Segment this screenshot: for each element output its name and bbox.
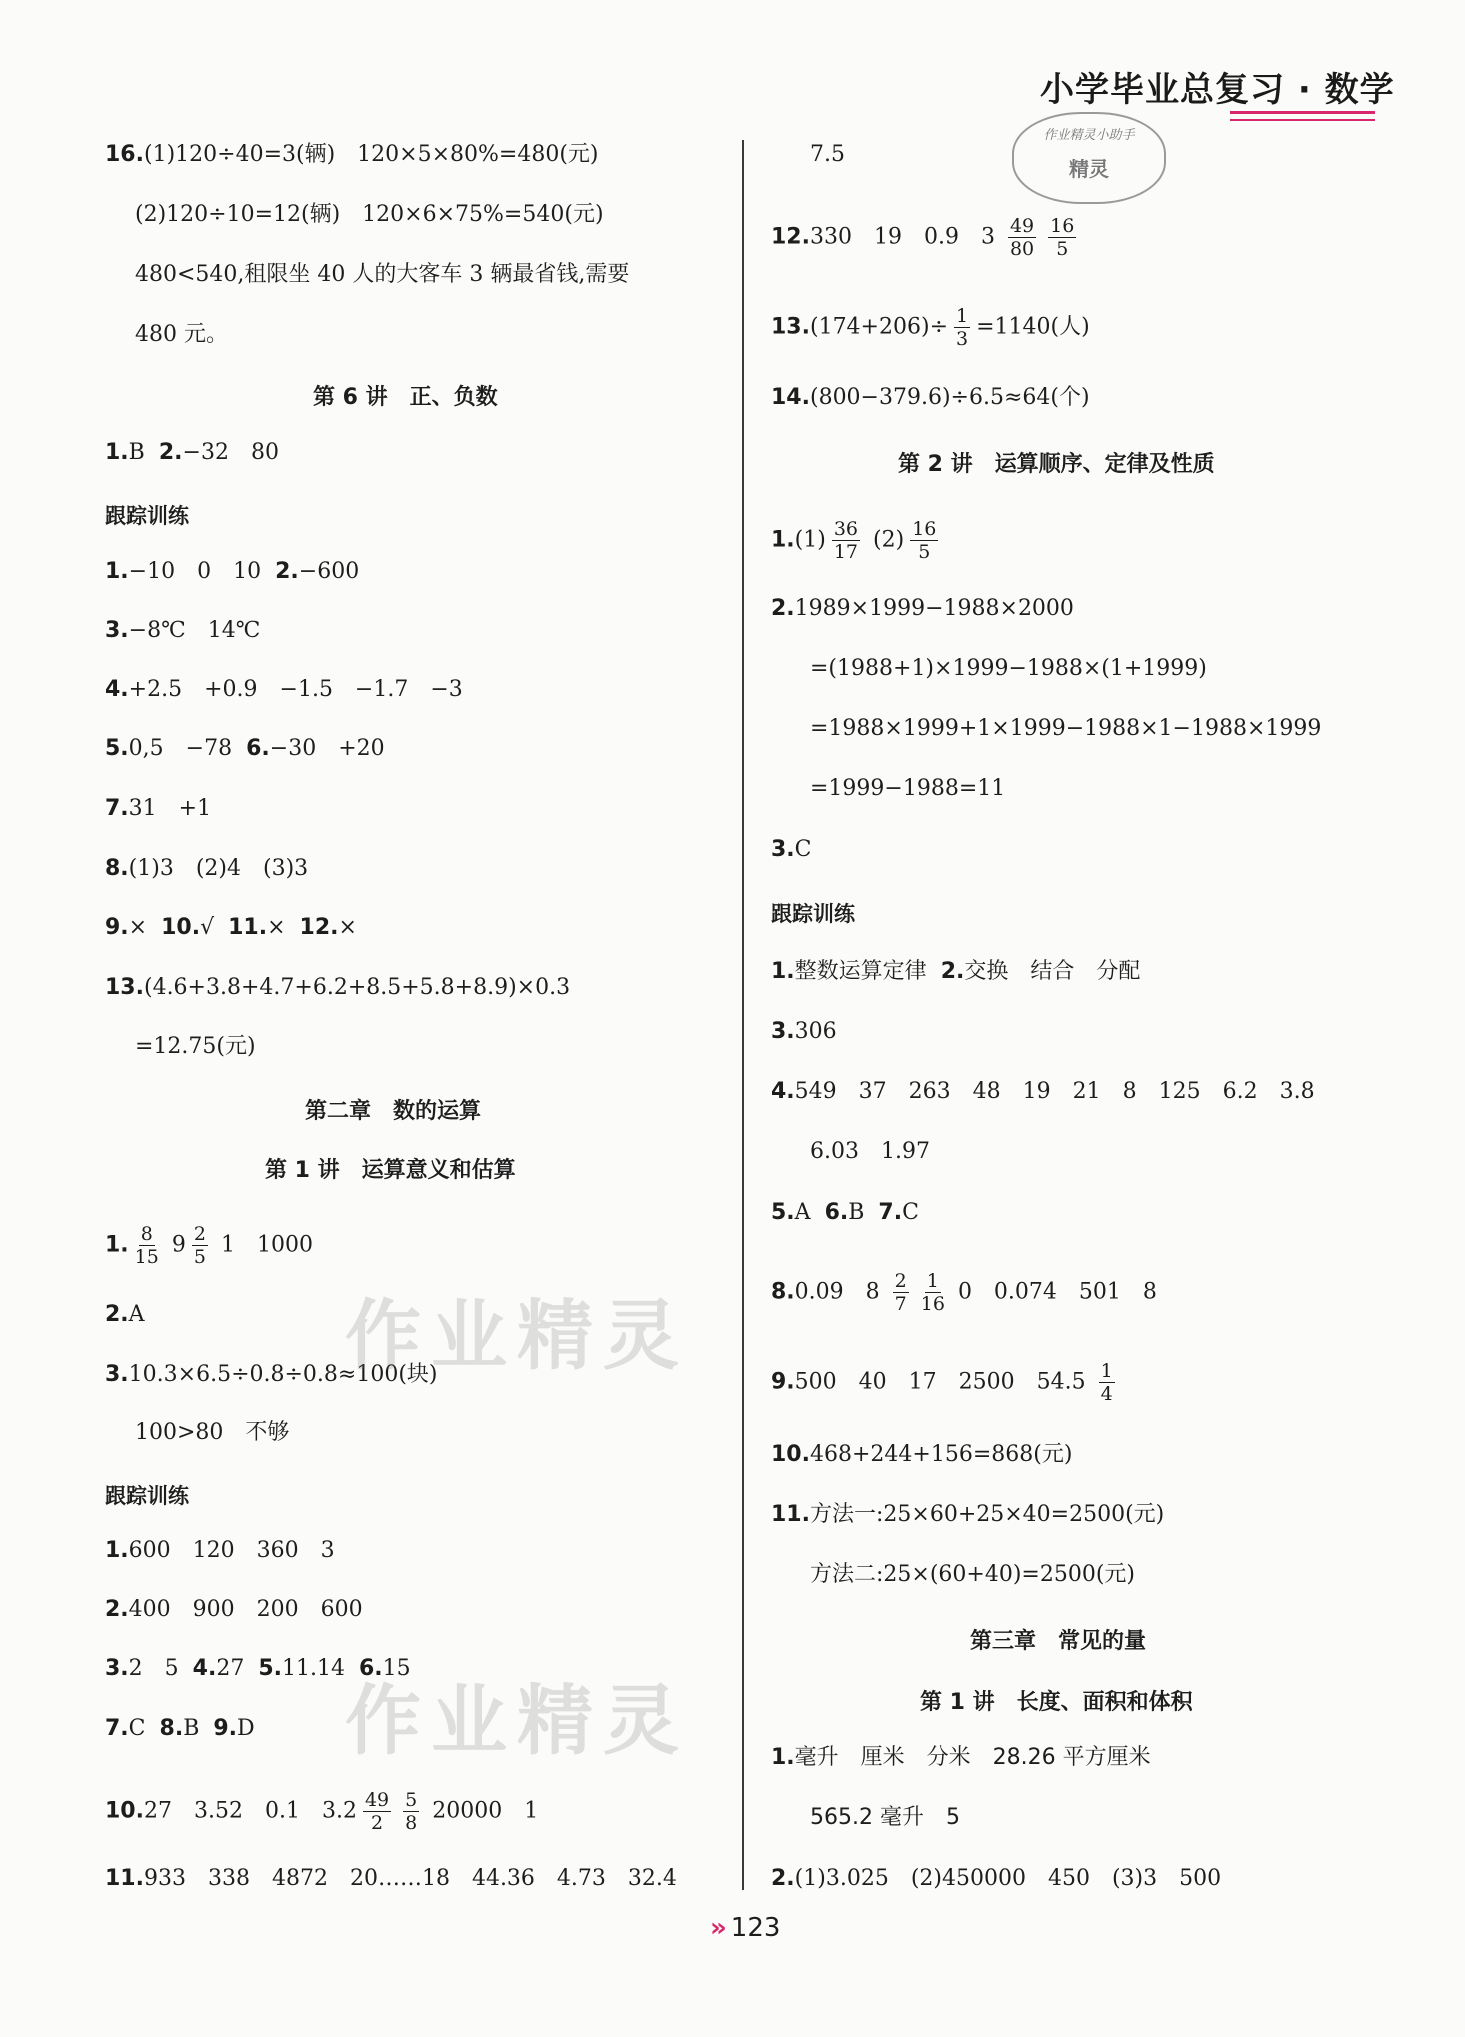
track3-answer-8: 8.0.09 8 $\frac{2}{7}$ $\frac{1}{16}$ 0 0.074 501 8 (771, 1270, 1157, 1315)
tracking-training-heading-3: 跟踪训练 (771, 902, 855, 926)
track3-answer-4-line2: 6.03 1.97 (810, 1139, 930, 1164)
fraction: $\frac{2}{5}$ (193, 1223, 206, 1268)
track2-answer-10: 10.27 3.52 0.1 3.2 $\frac{49}{2}$ $\frac{5}{8}$ 20000 1 (105, 1789, 539, 1834)
fraction: $\frac{1}{4}$ (1100, 1360, 1113, 1405)
track3-answer-11-line2: 方法二:25×(60+40)=2500(元) (810, 1562, 1136, 1587)
track-answer-13-line2: =12.75(元) (135, 1034, 256, 1059)
fraction: $\frac{8}{15}$ (134, 1223, 159, 1268)
track-answer-4: 4.+2.5 +0.9 −1.5 −1.7 −3 (105, 677, 463, 702)
answer-1-2: 1.B 2.−32 80 (105, 440, 279, 465)
answer-continued: 7.5 (810, 142, 845, 167)
watermark-2: 作业精灵 (345, 1676, 689, 1765)
track-answer-13: 13.(4.6+3.8+4.7+6.2+8.5+5.8+8.9)×0.3 (105, 975, 571, 1000)
column-divider (742, 140, 744, 1890)
answer-14: 14.(800−379.6)÷6.5≈64(个) (771, 385, 1090, 410)
answer-w1: 1.毫升 厘米 分米 28.26 平方厘米 (771, 1745, 1151, 1770)
fraction: $\frac{16}{5}$ (1050, 215, 1075, 260)
answer-w1-line2: 565.2 毫升 5 (810, 1805, 960, 1830)
fraction: $\frac{36}{17}$ (833, 518, 859, 563)
answer-16-line3: 480<540,租限坐 40 人的大客车 3 辆最省钱,需要 (135, 262, 630, 287)
watermark: 作业精灵 (345, 1291, 689, 1380)
track3-answer-1-2: 1.整数运算定律 2.交换 结合 分配 (771, 959, 1141, 984)
track3-answer-11: 11.方法一:25×60+25×40=2500(元) (771, 1502, 1165, 1527)
answer-b3: 3.10.3×6.5÷0.8÷0.8≈100(块) (105, 1362, 438, 1387)
answer-s3: 3.C (771, 837, 812, 862)
track2-answer-11: 11.933 338 4872 20……18 44.36 4.73 32.4 (105, 1866, 677, 1891)
page-number: » 123 (710, 1913, 781, 1943)
answer-16-line4: 480 元。 (135, 322, 228, 347)
track2-answer-7-9: 7.C 8.B 9.D (105, 1716, 255, 1741)
page-header-title: 小学毕业总复习 · 数学 (1040, 70, 1395, 110)
fraction: $\frac{16}{5}$ (912, 518, 937, 563)
track2-answer-1: 1.600 120 360 3 (105, 1538, 335, 1563)
track3-answer-10: 10.468+244+156=868(元) (771, 1442, 1073, 1467)
answer-s2-line3: =1988×1999+1×1999−1988×1−1988×1999 (810, 716, 1322, 741)
stamp-logo (1012, 112, 1166, 204)
answer-16-line2: (2)120÷10=12(辆) 120×6×75%=540(元) (135, 202, 604, 227)
fraction: $\frac{1}{16}$ (920, 1270, 945, 1315)
answer-s1: 1.(1) $\frac{36}{17}$ (2) $\frac{16}{5}$ (771, 518, 937, 563)
answer-b2: 2.A (105, 1302, 145, 1327)
answer-s2-line2: =(1988+1)×1999−1988×(1+1999) (810, 656, 1207, 681)
header-rule (1230, 111, 1375, 114)
stamp-main-text: 精灵 (1069, 157, 1109, 181)
fraction: $\frac{1}{3}$ (956, 305, 969, 350)
track-answer-5-6: 5.0,5 −78 6.−30 +20 (105, 736, 385, 761)
track-answer-3: 3.−8℃ 14℃ (105, 618, 261, 643)
track3-answer-3: 3.306 (771, 1019, 837, 1044)
double-chevron-icon: » (710, 1913, 727, 1943)
lecture-1-title: 第 1 讲 运算意义和估算 (265, 1158, 516, 1183)
answer-s2-line4: =1999−1988=11 (810, 776, 1006, 801)
fraction: $\frac{49}{2}$ (364, 1789, 390, 1834)
track-answer-8: 8.(1)3 (2)4 (3)3 (105, 856, 309, 881)
track-answer-9-12: 9.× 10.√ 11.× 12.× (105, 915, 357, 940)
header-rule-2 (1230, 119, 1375, 121)
tracking-training-heading: 跟踪训练 (105, 504, 189, 528)
track-answer-7: 7.31 +1 (105, 796, 212, 821)
track3-answer-5-7: 5.A 6.B 7.C (771, 1200, 919, 1225)
stamp-text: 作业精灵小助手 (1043, 128, 1135, 143)
track3-answer-9: 9.500 40 17 2500 54.5 $\frac{1}{4}$ (771, 1360, 1113, 1405)
tracking-training-heading-2: 跟踪训练 (105, 1484, 189, 1508)
answer-16-line1: 16.(1)120÷40=3(辆) 120×5×80%=480(元) (105, 142, 599, 167)
answer-s2-line1: 2.1989×1999−1988×2000 (771, 596, 1074, 621)
track3-answer-4: 4.549 37 263 48 19 21 8 125 6.2 3.8 (771, 1079, 1315, 1104)
track2-answer-3-6: 3.2 5 4.27 5.11.14 6.15 (105, 1656, 411, 1681)
answer-13: 13.(174+206)÷ $\frac{1}{3}$ =1140(人) (771, 305, 1090, 350)
fraction: $\frac{49}{80}$ (1009, 215, 1035, 260)
answer-b3-line2: 100>80 不够 (135, 1420, 290, 1445)
chapter-2-title: 第二章 数的运算 (305, 1099, 482, 1124)
track-answer-1-2: 1.−10 0 10 2.−600 (105, 559, 360, 584)
answer-b1: 1. $\frac{8}{15}$ 9 $\frac{2}{5}$ 1 1000 (105, 1223, 313, 1268)
fraction: $\frac{5}{8}$ (405, 1789, 418, 1834)
lecture-6-title: 第 6 讲 正、负数 (313, 385, 498, 410)
answer-w2: 2.(1)3.025 (2)450000 450 (3)3 500 (771, 1866, 1222, 1891)
lecture-2-title: 第 2 讲 运算顺序、定律及性质 (898, 452, 1215, 477)
lecture-3-1-title: 第 1 讲 长度、面积和体积 (920, 1690, 1193, 1715)
fraction: $\frac{2}{7}$ (894, 1270, 907, 1315)
track2-answer-2: 2.400 900 200 600 (105, 1597, 363, 1622)
answer-12: 12.330 19 0.9 3 $\frac{49}{80}$ $\frac{16}{5}$ (771, 215, 1075, 260)
chapter-3-title: 第三章 常见的量 (970, 1629, 1147, 1654)
